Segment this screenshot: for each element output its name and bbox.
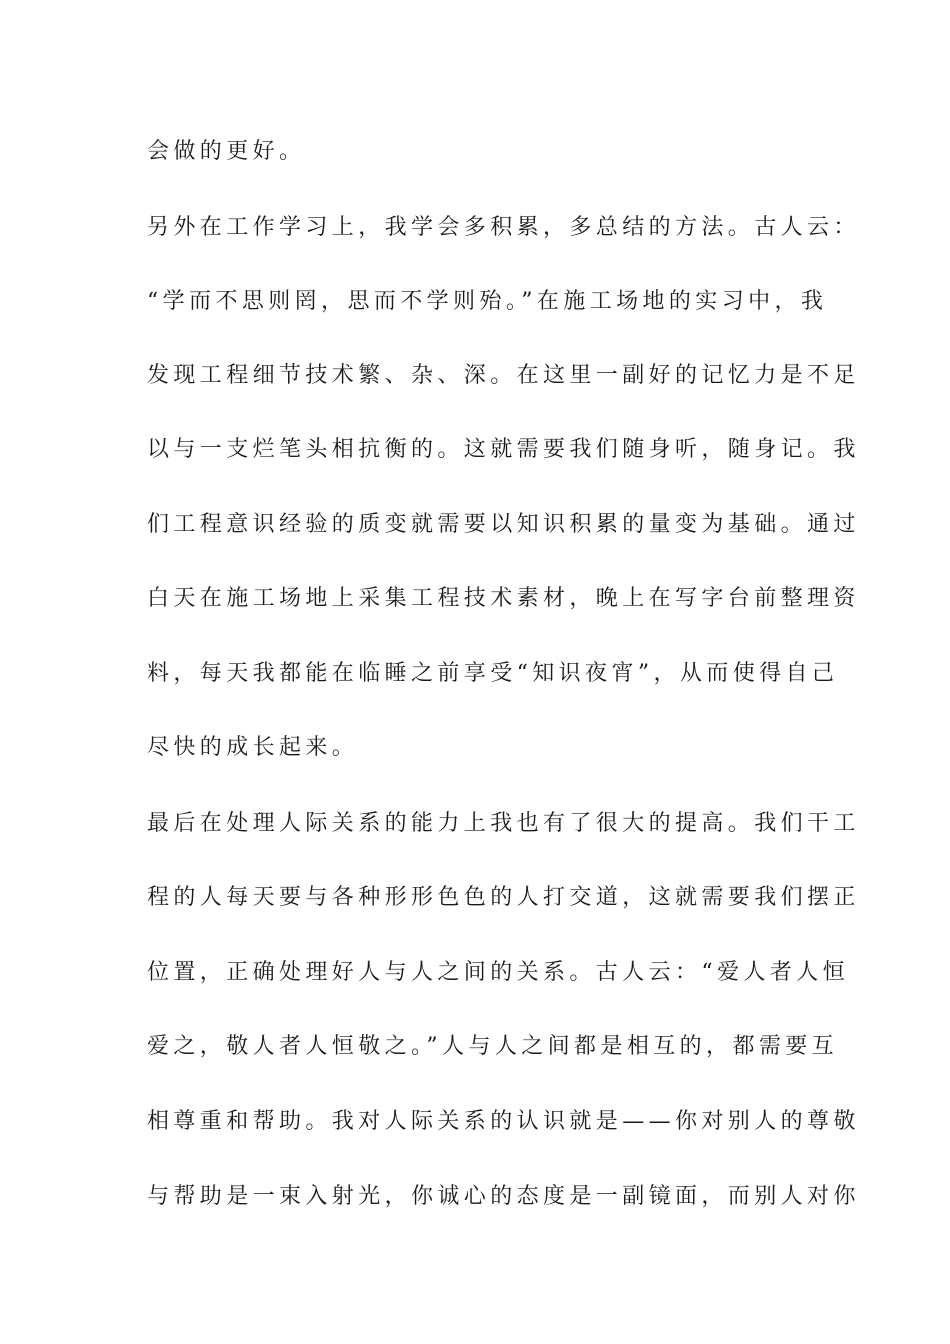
text-line: 们工程意识经验的质变就需要以知识积累的量变为基础。通过 — [147, 512, 860, 537]
text-line: 尽快的成长起来。 — [147, 735, 359, 760]
text-line: 程的人每天要与各种形形色色的人打交道，这就需要我们摆正 — [147, 885, 860, 910]
text-line: “学而不思则罔，思而不学则殆。”在施工场地的实习中，我 — [147, 289, 828, 314]
text-line: 会做的更好。 — [147, 139, 306, 164]
text-line: 发现工程细节技术繁、杂、深。在这里一副好的记忆力是不足 — [147, 363, 860, 388]
text-line: 位置，正确处理好人与人之间的关系。古人云：“爱人者人恒 — [147, 960, 850, 985]
text-line: 以与一支烂笔头相抗衡的。这就需要我们随身听，随身记。我 — [147, 437, 860, 462]
text-line: 爱之，敬人者人恒敬之。”人与人之间都是相互的，都需要互 — [147, 1034, 839, 1059]
text-line: 料，每天我都能在临睡之前享受“知识夜宵”，从而使得自己 — [147, 661, 839, 686]
text-line: 相尊重和帮助。我对人际关系的认识就是——你对别人的尊敬 — [147, 1109, 860, 1134]
text-line: 另外在工作学习上，我学会多积累，多总结的方法。古人云： — [147, 215, 860, 240]
text-line: 白天在施工场地上采集工程技术素材，晚上在写字台前整理资 — [147, 586, 860, 611]
text-line: 最后在处理人际关系的能力上我也有了很大的提高。我们干工 — [147, 811, 860, 836]
text-line: 与帮助是一束入射光，你诚心的态度是一副镜面，而别人对你 — [147, 1184, 860, 1209]
